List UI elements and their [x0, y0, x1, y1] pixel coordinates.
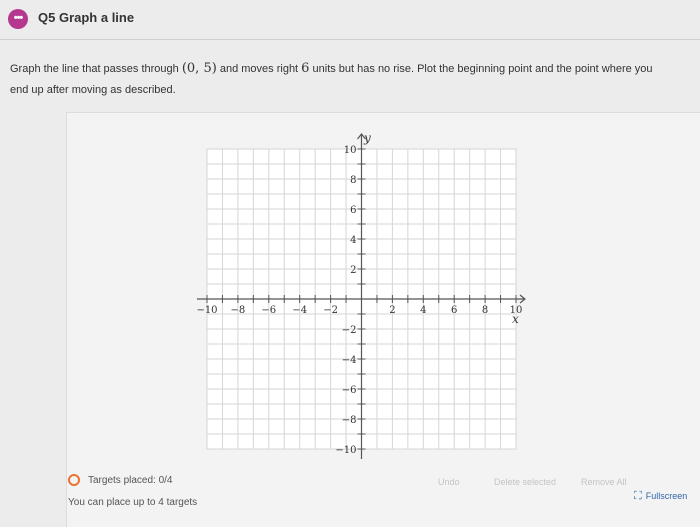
- remove-all-button[interactable]: Remove All: [581, 477, 627, 487]
- x-tick-label: 6: [451, 305, 458, 316]
- y-tick-label: −2: [341, 325, 357, 336]
- y-tick-label: −4: [341, 355, 357, 366]
- x-axis-label: x: [512, 312, 519, 326]
- x-tick-label: 8: [481, 305, 489, 316]
- y-axis-label: y: [364, 131, 371, 145]
- x-tick-label: −6: [261, 305, 277, 316]
- x-tick-label: 10: [509, 305, 523, 316]
- prompt-text: and moves right: [216, 63, 302, 75]
- x-tick-label: 2: [389, 305, 396, 316]
- x-tick-label: 4: [420, 305, 427, 316]
- targets-placed-text: Targets placed: 0/4: [88, 475, 173, 486]
- question-menu-icon[interactable]: •••: [8, 9, 28, 29]
- targets-status: [68, 474, 173, 486]
- fullscreen-label: Fullscreen: [645, 491, 688, 501]
- x-tick-label: −10: [196, 305, 218, 316]
- target-status-icon: [68, 474, 80, 486]
- y-tick-label: 8: [350, 175, 357, 186]
- x-tick-label: −4: [292, 305, 308, 316]
- undo-button[interactable]: Undo: [438, 477, 460, 487]
- prompt-point: (0, 5): [181, 61, 217, 76]
- x-tick-label: −8: [230, 305, 246, 316]
- x-tick-label: −2: [323, 305, 338, 316]
- question-title: Q5 Graph a line: [38, 10, 135, 25]
- targets-hint: You can place up to 4 targets: [68, 497, 198, 508]
- prompt-line-2: end up after moving as described.: [10, 84, 176, 96]
- y-tick-label: −10: [335, 445, 357, 456]
- fullscreen-button[interactable]: [634, 490, 687, 503]
- prompt-number: 6: [301, 61, 310, 76]
- delete-selected-button[interactable]: Delete selected: [494, 477, 557, 487]
- y-tick-label: −8: [341, 415, 357, 426]
- y-tick-label: 6: [350, 205, 357, 216]
- y-tick-label: 10: [343, 145, 357, 156]
- y-tick-label: −6: [341, 385, 357, 396]
- prompt-text: Graph the line that passes through: [10, 63, 182, 75]
- prompt-text: units but has no rise. Plot the beginning point and the point where you: [309, 63, 653, 75]
- y-tick-label: 2: [350, 265, 357, 276]
- y-tick-label: 4: [350, 235, 357, 246]
- fullscreen-icon: ⛶: [634, 490, 642, 502]
